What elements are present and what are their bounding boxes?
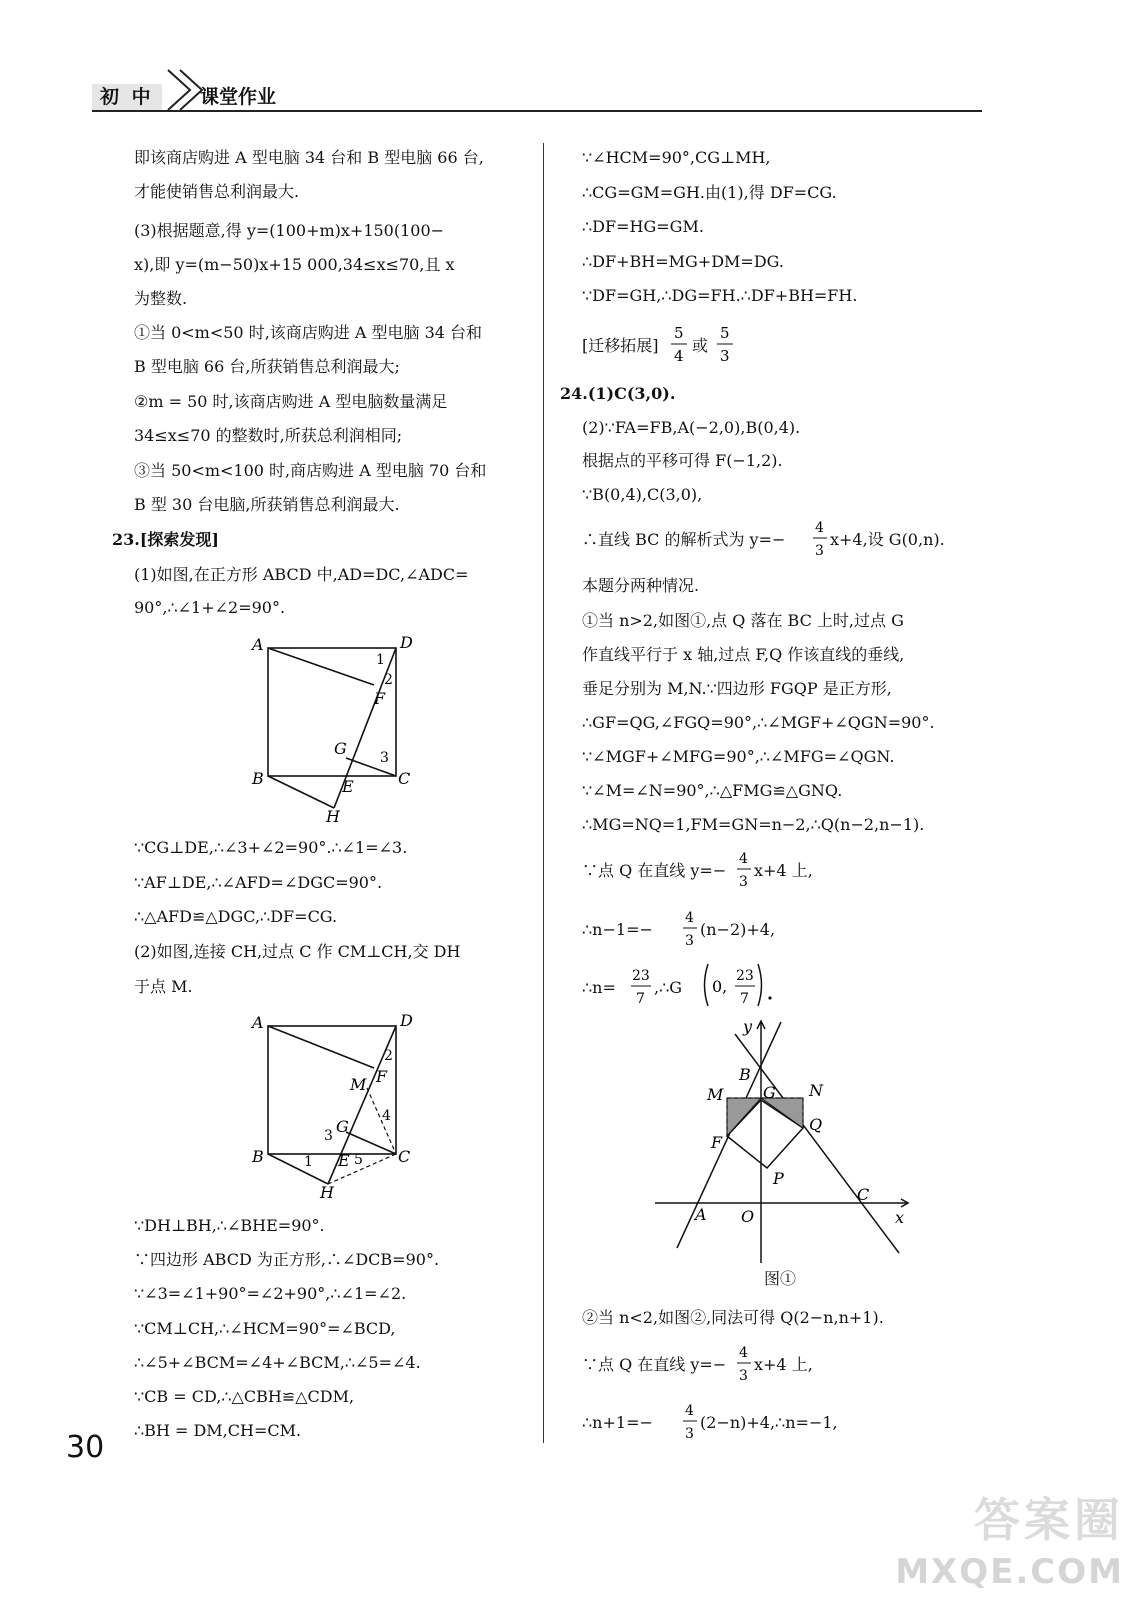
header-rule: [92, 110, 982, 112]
text-line: ∵CB = CD,∴△CBH≌△CDM,: [134, 1387, 355, 1406]
label-C: C: [398, 1147, 411, 1166]
label-E: E: [338, 1151, 350, 1170]
fraction-4-3: [736, 847, 752, 891]
frac-den: 3: [739, 874, 748, 890]
page-number: 30: [66, 1430, 105, 1465]
text-line: ①当 0<m<50 时,该商店购进 A 型电脑 34 台和: [134, 323, 483, 342]
label-F: F: [711, 1133, 723, 1152]
frac-num: 5: [674, 324, 684, 342]
angle-3: 3: [380, 750, 389, 766]
fraction-5-4: [670, 322, 688, 366]
problem-heading: 24.(1)C(3,0).: [560, 384, 676, 403]
frac-num: 23: [632, 968, 650, 984]
frac-den: 3: [739, 1368, 748, 1384]
q-line-post: x+4 上,: [754, 1355, 813, 1374]
frac-num: 5: [720, 324, 730, 342]
label-O: O: [741, 1207, 755, 1226]
text-line: ∵∠MGF+∠MFG=90°,∴∠MFG=∠QGN.: [582, 747, 895, 766]
label-D: D: [400, 1011, 413, 1030]
text-line: ∵∠3=∠1+90°=∠2+90°,∴∠1=∠2.: [134, 1284, 407, 1303]
label-B: B: [739, 1065, 751, 1084]
label-C: C: [398, 769, 411, 788]
frac-den: 7: [636, 991, 645, 1007]
label-N: N: [809, 1081, 823, 1100]
label-F: F: [374, 689, 386, 708]
text-line: (2)∵FA=FB,A(−2,0),B(0,4).: [582, 418, 801, 437]
label-C: C: [857, 1185, 870, 1204]
frac-num: 4: [685, 1403, 694, 1419]
q-line-pre: ∵点 Q 在直线 y=−: [582, 1355, 727, 1374]
text-line: (3)根据题意,得 y=(100+m)x+150(100−: [134, 221, 445, 240]
fraction-4-3: [682, 1399, 698, 1443]
problem-heading: 23.[探索发现]: [112, 530, 219, 549]
label-G: G: [334, 739, 347, 758]
text-line: ∴DF+BH=MG+DM=DG.: [582, 252, 784, 271]
text-line: x),即 y=(m−50)x+15 000,34≤x≤70,且 x: [134, 255, 455, 274]
text-line: ③当 50<m<100 时,商店购进 A 型电脑 70 台和: [134, 461, 487, 480]
text-line: ∵AF⊥DE,∴∠AFD=∠DGC=90°.: [134, 873, 383, 892]
text-line: B 型电脑 66 台,所获销售总利润最大;: [134, 357, 400, 376]
angle-1: 1: [376, 652, 385, 668]
label-E: E: [342, 777, 354, 796]
text-line: (2)如图,连接 CH,过点 C 作 CM⊥CH,交 DH: [134, 942, 461, 961]
text-line: ∴∠5+∠BCM=∠4+∠BCM,∴∠5=∠4.: [134, 1353, 421, 1372]
point-g: [700, 960, 780, 1010]
bc-line-post: x+4,设 G(0,n).: [830, 530, 945, 549]
eq-line-pre: ∴n+1=−: [582, 1413, 653, 1432]
label-F: F: [376, 1067, 388, 1086]
frac-num: 4: [685, 910, 694, 926]
label-A: A: [695, 1205, 707, 1224]
figure-caption: 图①: [764, 1269, 797, 1288]
text-line: ∴GF=QG,∠FGQ=90°,∴∠MGF+∠QGN=90°.: [582, 713, 935, 732]
text-line: ①当 n>2,如图①,点 Q 落在 BC 上时,过点 G: [582, 611, 904, 630]
label-Q: Q: [809, 1115, 823, 1134]
frac-num: 4: [739, 851, 748, 867]
text-line: 为整数.: [134, 289, 188, 308]
label-x: x: [895, 1208, 905, 1227]
figure-coordinate-graph: [655, 1018, 915, 1268]
label-G: G: [336, 1117, 349, 1136]
text-line: 才能使销售总利润最大.: [134, 182, 300, 201]
frac-num: 23: [736, 968, 754, 984]
angle-5: 5: [354, 1152, 363, 1168]
text-line: 34≤x≤70 的整数时,所获总利润相同;: [134, 426, 403, 445]
frac-den: 7: [740, 991, 749, 1007]
frac-num: 4: [739, 1345, 748, 1361]
text-line: 于点 M.: [134, 977, 193, 996]
label-H: H: [326, 807, 340, 824]
angle-4: 4: [382, 1108, 391, 1124]
text-line: ②m = 50 时,该商店购进 A 型电脑数量满足: [134, 392, 448, 411]
label-y: y: [743, 1018, 753, 1036]
migrate-or: 或: [692, 336, 709, 355]
text-line: ∵∠HCM=90°,CG⊥MH,: [582, 148, 771, 167]
text-line: ∵CG⊥DE,∴∠3+∠2=90°.∴∠1=∠3.: [134, 838, 408, 857]
label-P: P: [773, 1169, 784, 1188]
frac-den: 3: [815, 543, 824, 559]
frac-den: 3: [720, 347, 730, 365]
text-line: 90°,∴∠1+∠2=90°.: [134, 598, 286, 617]
frac-den: 4: [674, 347, 684, 365]
text-line: ∵DH⊥BH,∴∠BHE=90°.: [134, 1216, 325, 1235]
text-line: ∵CM⊥CH,∴∠HCM=90°=∠BCD,: [134, 1319, 396, 1338]
fraction-23-7: [630, 964, 652, 1008]
fraction-4-3: [682, 906, 698, 950]
bc-line-pre: ∴直线 BC 的解析式为 y=−: [582, 530, 786, 549]
header-badge: 初 中: [92, 84, 162, 110]
label-B: B: [252, 1147, 264, 1166]
n-line-pre: ∴n=: [582, 978, 616, 997]
fraction-4-3: [736, 1341, 752, 1385]
frac-den: 3: [685, 1426, 694, 1442]
label-H: H: [320, 1183, 334, 1200]
text-line: ∴BH = DM,CH=CM.: [134, 1421, 302, 1440]
text-line: ∵∠M=∠N=90°,∴△FMG≌△GNQ.: [582, 781, 843, 800]
watermark-logo: 答案圈: [974, 1493, 1124, 1547]
angle-2: 2: [384, 1048, 393, 1064]
page-header: [92, 66, 982, 112]
text-line: ∴MG=NQ=1,FM=GN=n−2,∴Q(n−2,n−1).: [582, 815, 925, 834]
text-line: 即该商店购进 A 型电脑 34 台和 B 型电脑 66 台,: [134, 148, 484, 167]
angle-3: 3: [324, 1128, 333, 1144]
q-line-post: x+4 上,: [754, 861, 813, 880]
label-M: M: [350, 1075, 367, 1094]
migrate-label: [迁移拓展]: [582, 336, 659, 355]
label-B: B: [252, 769, 264, 788]
watermark-url: MXQE.COM: [895, 1552, 1124, 1592]
text-line: (1)如图,在正方形 ABCD 中,AD=DC,∠ADC=: [134, 565, 469, 584]
frac-num: 4: [815, 520, 824, 536]
eq-line-pre: ∴n−1=−: [582, 920, 653, 939]
label-A: A: [252, 635, 264, 654]
text-line: ∵B(0,4),C(3,0),: [582, 485, 703, 504]
text-line: ∴DF=HG=GM.: [582, 217, 704, 236]
header-title: 课堂作业: [200, 86, 277, 108]
label-G: G: [763, 1083, 776, 1102]
migrate-line: [582, 334, 659, 358]
text-line: B 型 30 台电脑,所获销售总利润最大.: [134, 495, 400, 514]
n-line-mid: ,∴G: [654, 978, 683, 997]
angle-2: 2: [384, 672, 393, 688]
eq-line-post: (n−2)+4,: [700, 920, 776, 939]
text-line: 根据点的平移可得 F(−1,2).: [582, 451, 783, 470]
text-line: ∵DF=GH,∴DG=FH.∴DF+BH=FH.: [582, 286, 858, 305]
label-D: D: [400, 633, 413, 652]
text-line: ∵四边形 ABCD 为正方形,∴∠DCB=90°.: [134, 1250, 440, 1269]
eq-line-post: (2−n)+4,∴n=−1,: [700, 1413, 838, 1432]
angle-1: 1: [304, 1154, 313, 1170]
text-line: ∴CG=GM=GH.由(1),得 DF=CG.: [582, 183, 837, 202]
fraction-4-3: [812, 516, 828, 560]
label-A: A: [252, 1013, 264, 1032]
watermark: [824, 1492, 1124, 1592]
label-M: M: [707, 1085, 724, 1104]
g-x: 0,: [712, 977, 728, 996]
text-line: 本题分两种情况.: [582, 576, 700, 595]
text-line: ②当 n<2,如图②,同法可得 Q(2−n,n+1).: [582, 1308, 884, 1327]
column-divider: [543, 143, 544, 1443]
text-line: ∴△AFD≌△DGC,∴DF=CG.: [134, 907, 338, 926]
figure-square-2: [250, 1008, 430, 1200]
fraction-5-3: [716, 322, 734, 366]
text-line: 垂足分别为 M,N.∵四边形 FGQP 是正方形,: [582, 679, 892, 698]
frac-den: 3: [685, 933, 694, 949]
q-line-pre: ∵点 Q 在直线 y=−: [582, 861, 727, 880]
figure-square-1: [250, 632, 420, 824]
text-line: 作直线平行于 x 轴,过点 F,Q 作该直线的垂线,: [582, 645, 905, 664]
